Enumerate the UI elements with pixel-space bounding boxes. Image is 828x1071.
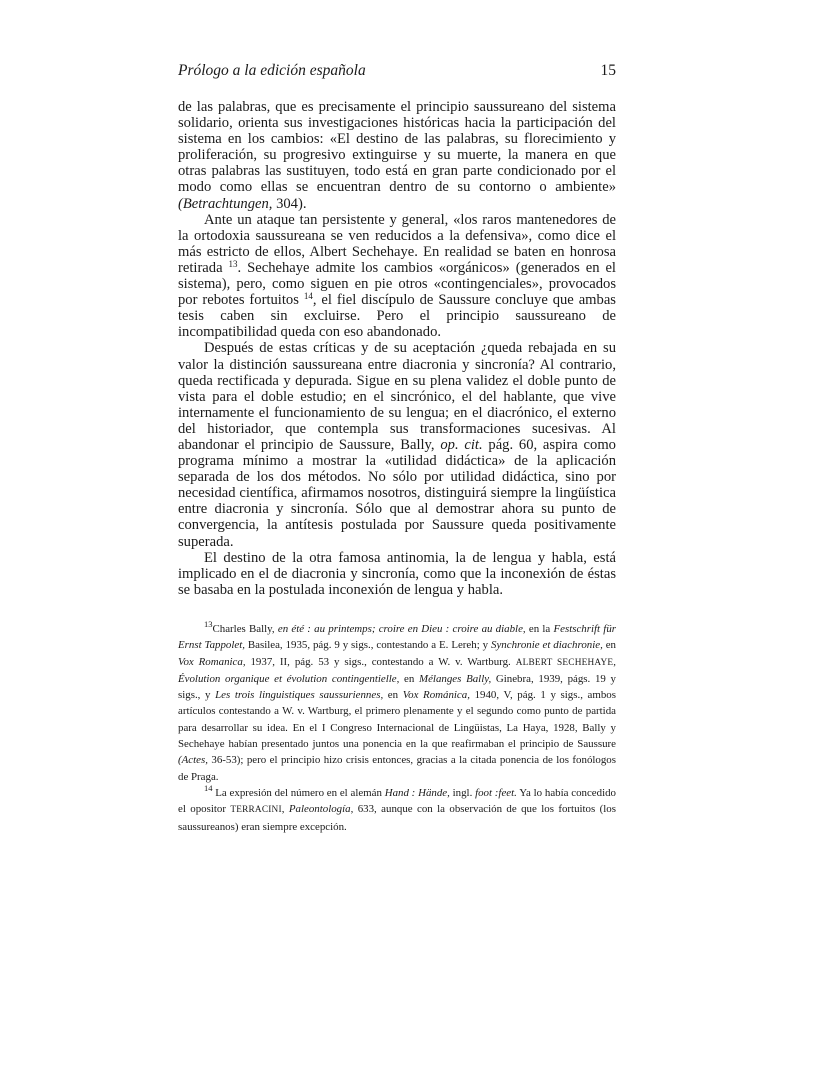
footnote-number: 13 (204, 619, 213, 629)
running-title: Prólogo a la edición española (178, 62, 366, 79)
running-header (178, 62, 616, 84)
paragraph-2: Ante un ataque tan persistente y general, «los raros mantenedores de la ortodoxia saussureana se ven reducidos a la defensiva», como dice el más estricto de ellos, Albert Sechehaye. En realidad se baten en honrosa retirada $^{13}$. Sechehaye admite los cambios «orgánicos» (generados en el sistema), pero, como siguen en pie otros «contingenciales», provocados por rebotes fortuitos $^{14}$, el fiel discípulo de Saussure concluye que ambas tesis caben sin excluirse. Pero el principio saussureano de incompatibilidad queda con eso abandonado. (178, 211, 616, 341)
paragraph-3: Después de estas críticas y de su aceptación ¿queda rebajada en su valor la distinción saussureana entre diacronia y sincronía? Al contrario, queda rectificada y depurada. Sigue en su plena validez el doble punto de vista para el doble estudio; en el sincrónico, el del hablante, que vive internamente el funcionamiento de su lengua; en el diacrónico, el externo del historiador, que contempla sus transformaciones sucesivas. Al abandonar el principio de Saussure, Bally, op. cit. pág. 60, aspira como programa mínimo a mostrar la «utilidad didáctica» de la aplicación separada de los dos métodos. No sólo por utilidad didáctica, sino por necesidad científica, afirmamos nosotros, distinguirá siempre la lingüística entre diacronia y sincronía. Sólo que al demostrar ahora su punto de convergencia, la antítesis postulada por Saussure queda positivamente superada. (178, 340, 616, 550)
footnote-14: $^{14}$ La expresión del número en el alemán Hand : Hände, ingl. foot :feet. Ya lo había concedido el opositor TERRACINI, Paleontología, 633, aunque con la observación de que los fortuitos (los saussureanos) eran siempre excepción. (178, 782, 616, 833)
footnotes (178, 621, 616, 835)
footnote-ref-13[interactable]: 13 (228, 258, 238, 269)
body-text (178, 99, 616, 598)
citation: (Betrachtungen, (178, 195, 273, 212)
page-number: 15 (600, 62, 616, 79)
footnote-13: $^{13}$Charles Bally, en été : au printemps; croire en Dieu : croire au diable, en la Festschrift für Ernst Tappolet, Basilea, 1935, pág. 9 y sigs., contestando a E. Lereh; y Synchronie et diachronie, en Vox Romanica, 1937, II, pág. 53 y sigs., contestando a W. v. Wartburg. ALBERT SECHEHAYE, Évolution organique et évolution contingentielle, en Mélanges Bally, Ginebra, 1939, págs. 19 y sigs., y Les trois linguistiques saussuriennes, en Vox Románica, 1940, V, pág. 1 y sigs., ambos artículos contestando a W. v. Wartburg, el primero plenamente y el segundo como punto de partida para desarrollar su idea. En el I Congreso Internacional de Lingüistas, La Haya, 1928, Bally y Sechehaye habían presentado juntos una ponencia en la que reafirmaban el principio de Saussure (Actes, 36-53); pero el principio hizo crisis entonces, gracias a la citada ponencia de los fonólogos de Praga. (178, 619, 617, 783)
citation: op. cit. (440, 436, 483, 453)
footnote-number: 14 (204, 782, 213, 793)
paragraph-1: de las palabras, que es precisamente el principio saussureano del sistema solidario, orienta sus investigaciones históricas hacia la participación del sistema en los cambios: «El destino de las palabras, su florecimiento y proliferación, su progresivo extinguirse y su muerte, la manera en que otras palabras las sustituyen, todo está en gran parte condicionado por el modo como ellas se encuentran dentro de su contorno o ambiente» (Betrachtungen, 304). (178, 99, 616, 212)
footnote-ref-14[interactable]: 14 (303, 291, 313, 302)
paragraph-4: El destino de la otra famosa antinomia, la de lengua y habla, está implicado en el de diacronia y sincronía, como que la inconexión de éstas se basaba en la postulada inconexión de lengua y habla. (178, 549, 616, 598)
